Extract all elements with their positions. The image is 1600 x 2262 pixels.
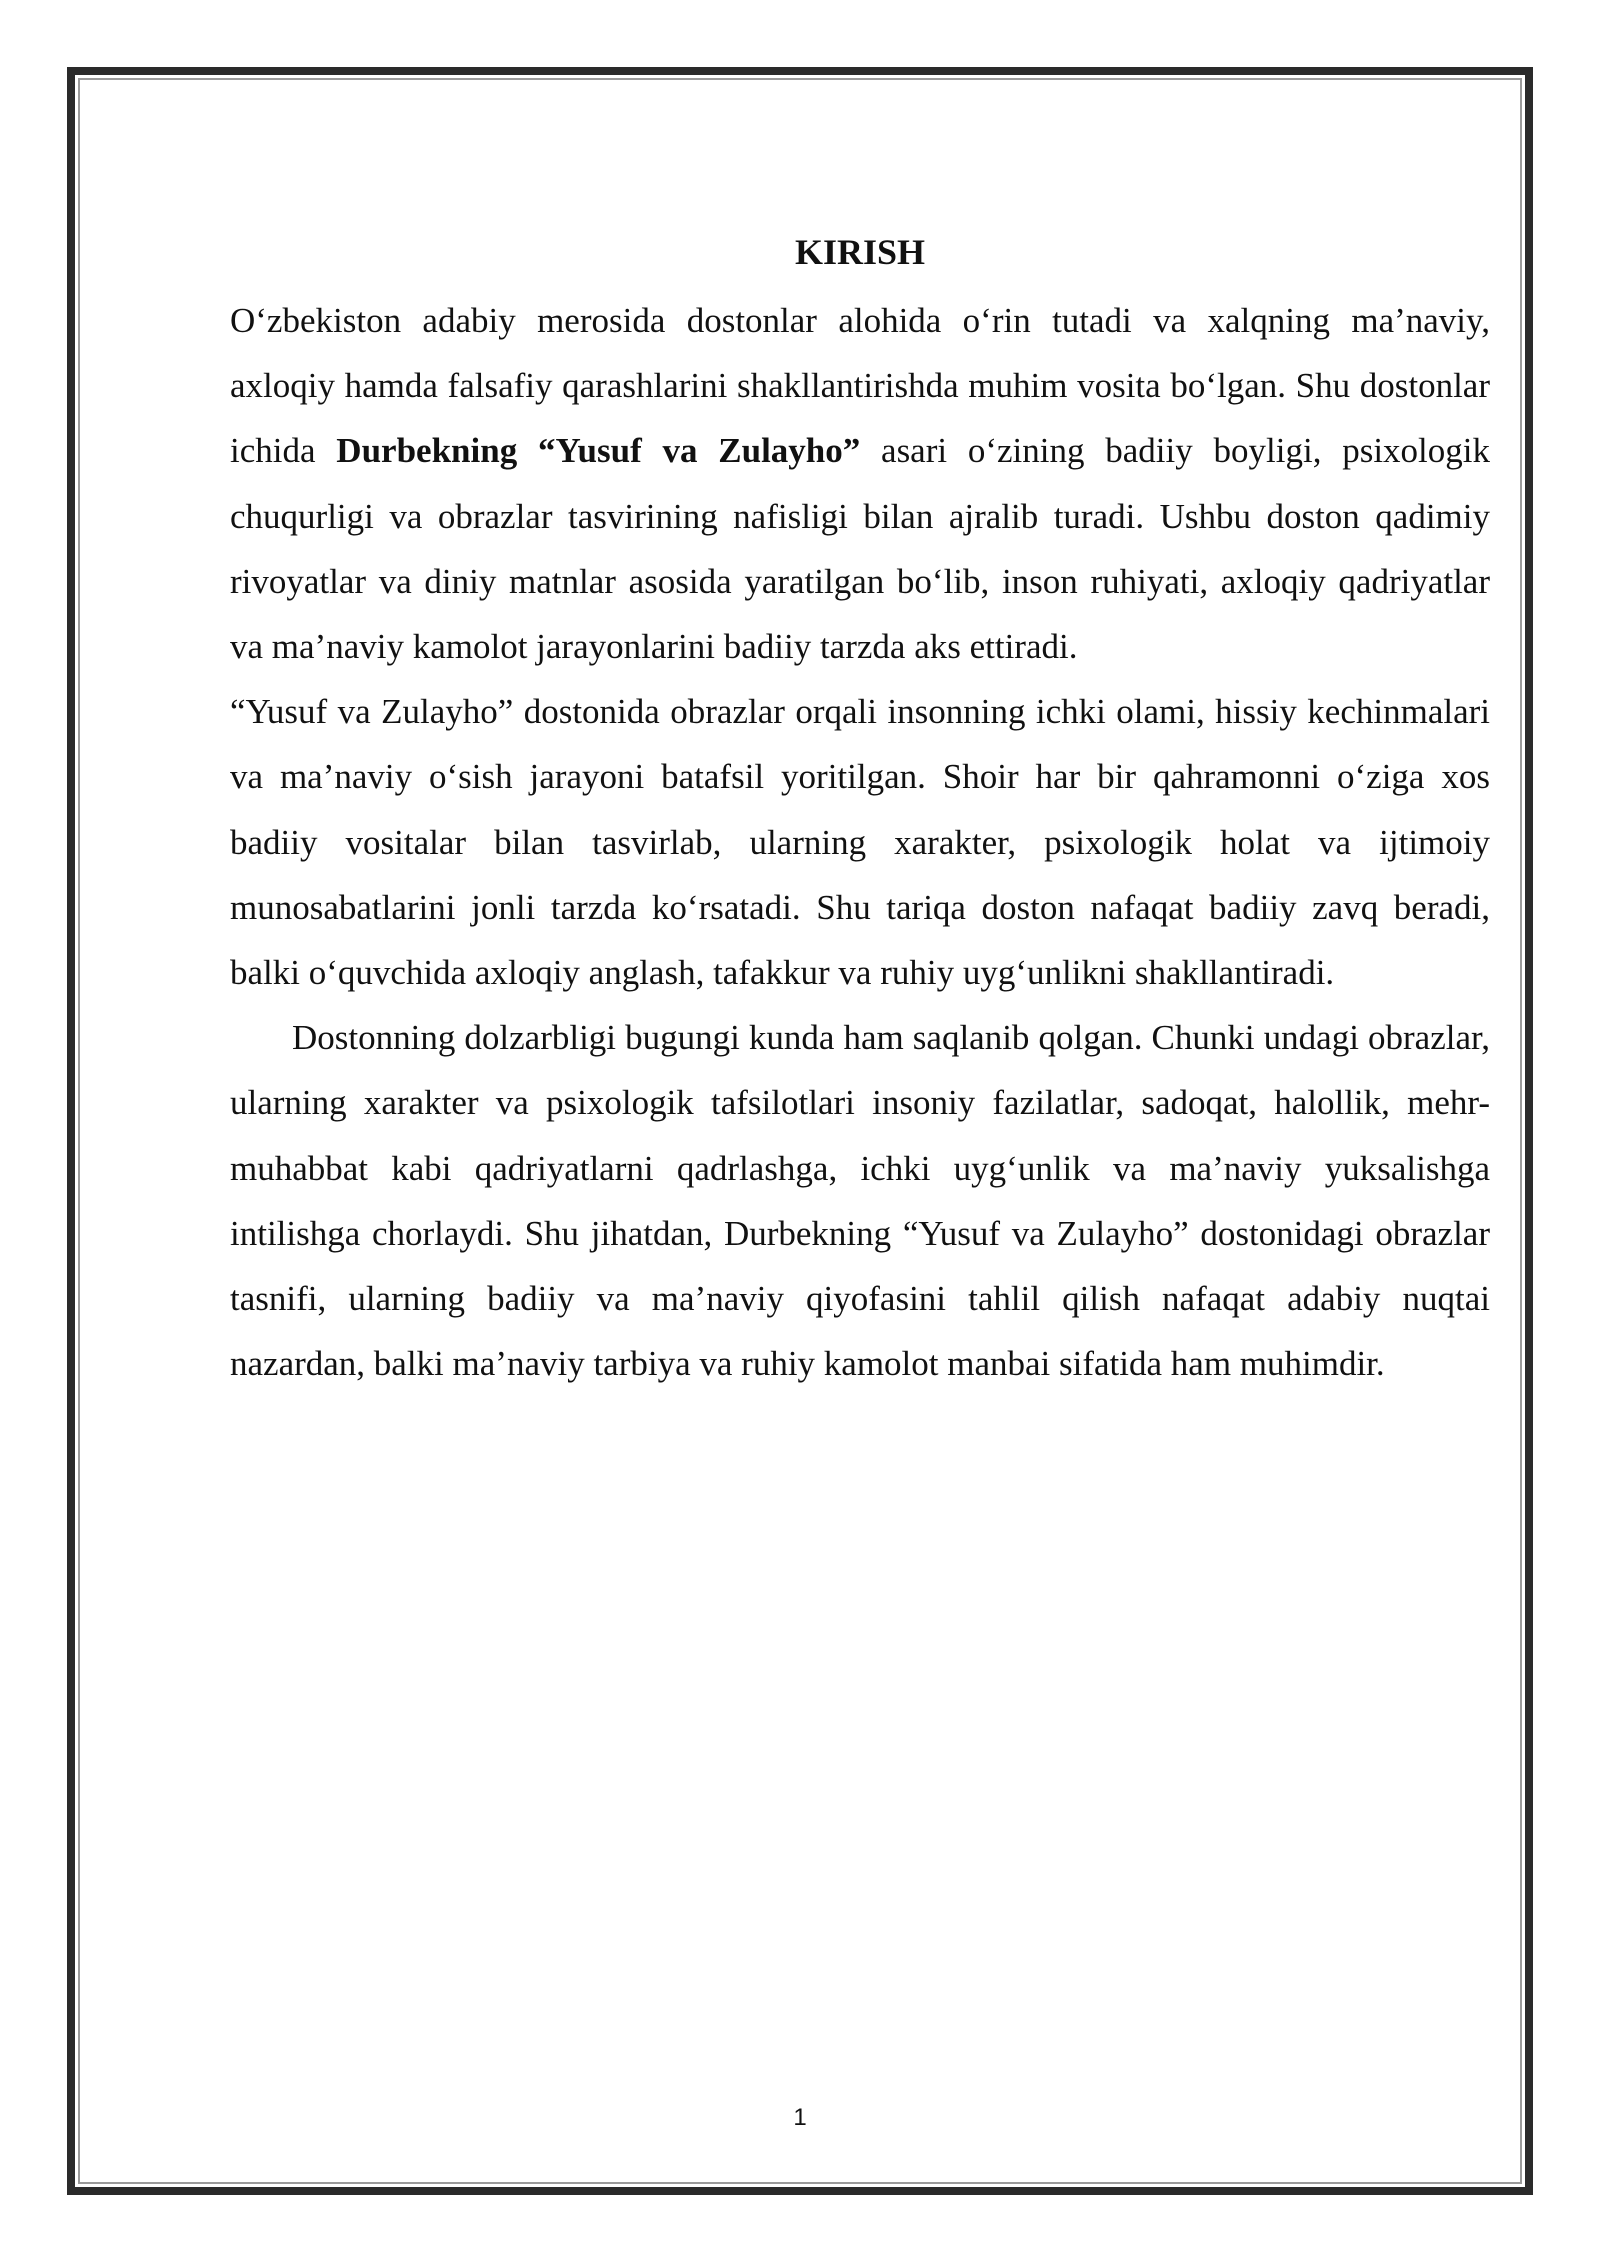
page-number: 1 bbox=[793, 2104, 807, 2131]
document-title: KIRISH bbox=[794, 232, 926, 272]
paragraph-intro bbox=[230, 288, 1490, 679]
work-title-bold: Durbekning “Yusuf va Zulayho” bbox=[336, 431, 861, 471]
document-body bbox=[230, 224, 1490, 1396]
paragraph-intro-text-end: asari o‘zining badiiy boyligi, psixologik chuqurligi va obrazlar tasvirining nafisligi bilan ajralib turadi. Ushbu doston qadimiy rivoyatlar va diniy matnlar asosida yaratilgan bo‘lib, inson ruhiyati, axloqiy qadriyatlar va ma’naviy kamolot jarayonlarini badiiy tarzda aks ettiradi. bbox=[230, 431, 1490, 667]
paragraph-images: “Yusuf va Zulayho” dostonida obrazlar orqali insonning ichki olami, hissiy kechinmalari va ma’naviy o‘sish jarayoni batafsil yoritilgan. Shoir har bir qahramonni o‘ziga xos badiiy vositalar bilan tasvirlab, ularning xarakter, psixologik holat va ijtimoiy munosabatlarini jonli tarzda ko‘rsatadi. Shu tariqa doston nafaqat badiiy zavq beradi, balki o‘quvchida axloqiy anglash, tafakkur va ruhiy uyg‘unlikni shakllantiradi. bbox=[230, 692, 1490, 993]
paragraph-relevance: Dostonning dolzarbligi bugungi kunda ham saqlanib qolgan. Chunki undagi obrazlar, ularning xarakter va psixologik tafsilotlari insoniy fazilatlar, sadoqat, halollik, mehr-muhabbat kabi qadriyatlarni qadrlashga, ichki uyg‘unlik va ma’naviy yuksalishga intilishga chorlaydi. Shu jihatdan, Durbekning “Yusuf va Zulayho” dostonidagi obrazlar tasnifi, ularning badiiy va ma’naviy qiyofasini tahlil qilish nafaqat adabiy nuqtai nazardan, balki ma’naviy tarbiya va ruhiy kamolot manbai sifatida ham muhimdir. bbox=[230, 1018, 1490, 1384]
paragraph-intro-text-start: O‘zbekiston adabiy merosida dostonlar alohida o‘rin tutadi va xalqning ma’naviy, axloqiy hamda falsafiy qarashlarini shakllantirishda muhim vosita bo‘lgan. Shu dostonlar ichida bbox=[230, 301, 1490, 471]
